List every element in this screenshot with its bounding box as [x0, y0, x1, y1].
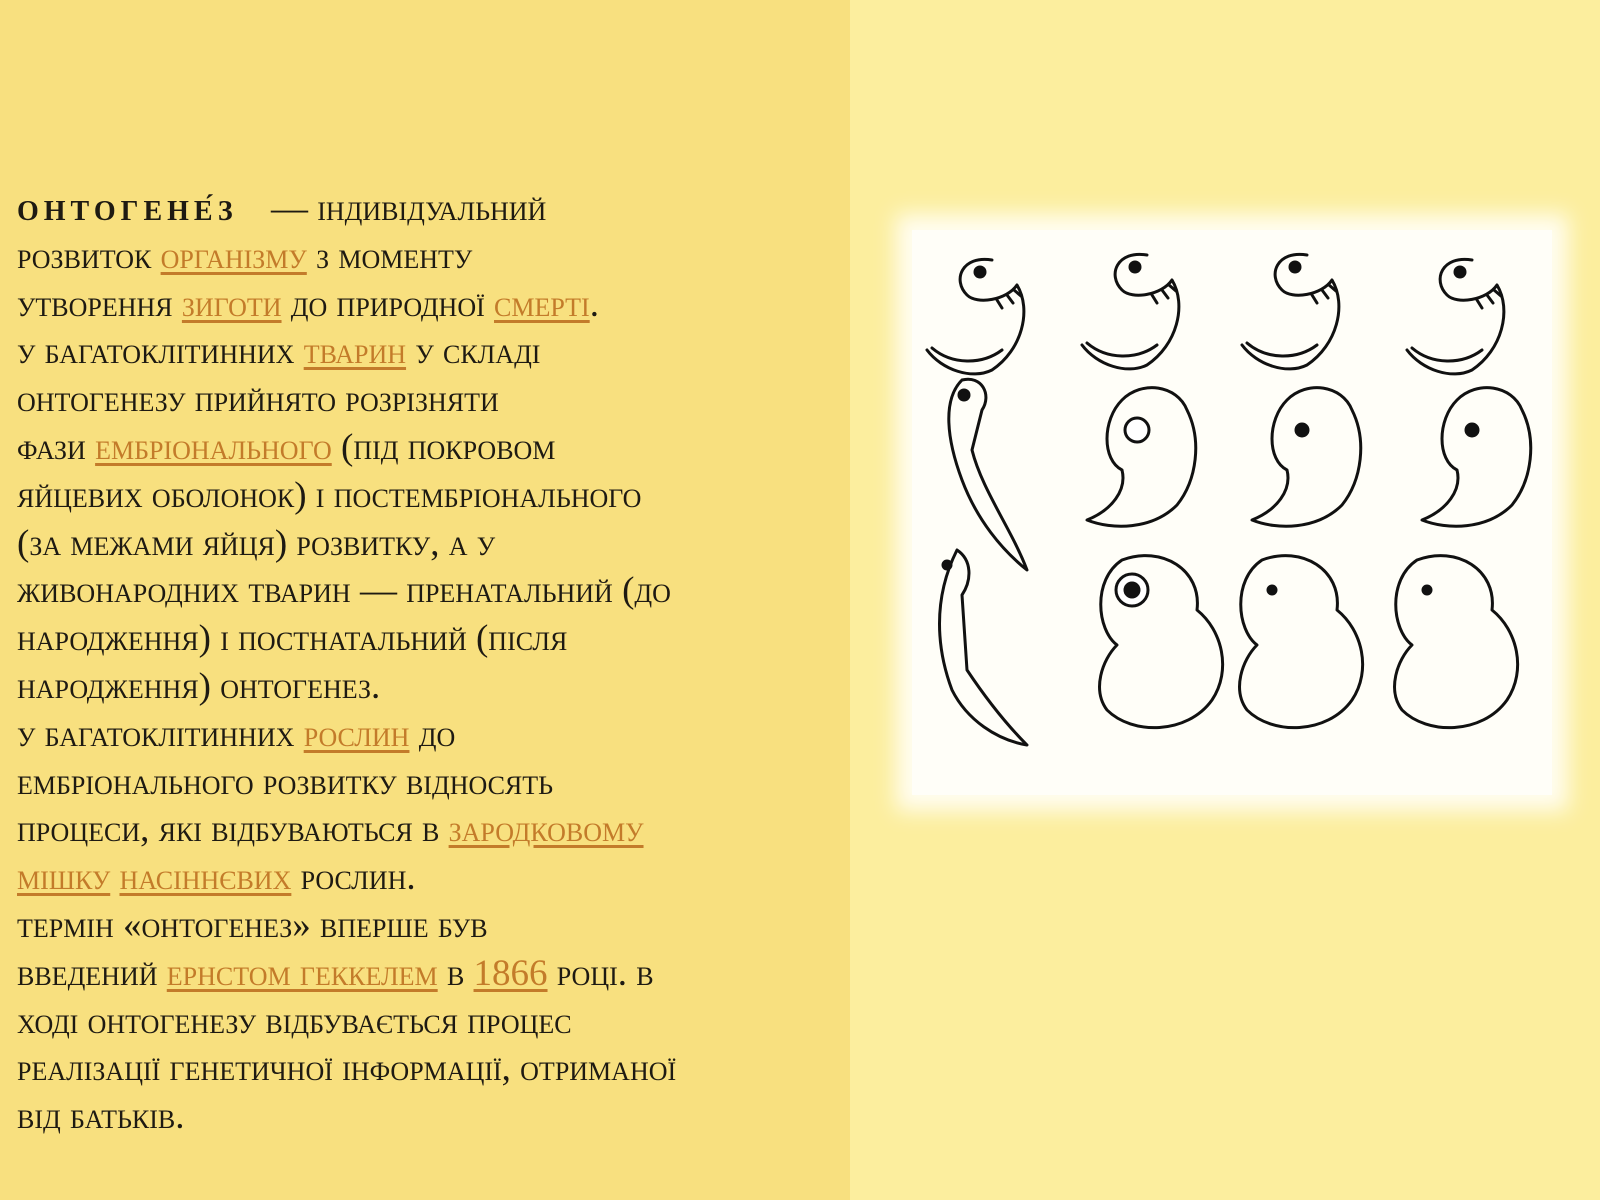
embryo-stages-figure [912, 230, 1552, 795]
body-text-fragment: процеси, які відбуваються в [17, 809, 449, 851]
early-embryo-icon [1242, 254, 1339, 369]
body-text-fragment: від батьків. [17, 1096, 185, 1138]
text-line [17, 615, 832, 663]
mid-embryo-icon [1252, 388, 1361, 527]
late-embryo-icon [940, 550, 1028, 745]
text-line [17, 567, 832, 615]
wiki-link[interactable]: смерті [494, 283, 590, 325]
body-text-fragment: живонародних тварин — пренатальний (до [17, 570, 671, 612]
body-text-fragment: яйцевих оболонок) і постембріонального [17, 474, 642, 516]
body-text-fragment: з моменту [306, 235, 473, 277]
wiki-link[interactable]: насіннєвих [119, 857, 292, 899]
wiki-link[interactable]: ернстом геккелем [166, 952, 438, 994]
text-line [17, 1093, 832, 1141]
wiki-link[interactable]: рослин [303, 713, 410, 755]
body-text-fragment: в [437, 952, 474, 994]
wiki-link[interactable]: зиготи [181, 283, 282, 325]
body-text-fragment: . [589, 283, 599, 325]
text-line [17, 902, 832, 950]
body-text-fragment: термін «онтогенез» вперше був [17, 904, 488, 946]
body-text-fragment: у багатоклітинних [17, 713, 304, 755]
body-text-fragment: реалізації генетичної інформації, отриманої [17, 1048, 677, 1090]
body-text-fragment: році. в [547, 952, 654, 994]
body-text-fragment: розвиток [17, 235, 161, 277]
text-line [17, 663, 832, 711]
wiki-link[interactable]: ембріонального [95, 426, 332, 468]
late-embryo-icon [1395, 556, 1518, 728]
late-embryo-icon [1240, 556, 1363, 728]
text-line [17, 1045, 832, 1093]
slide-title: онтогене́з [17, 184, 238, 229]
late-embryo-icon [1100, 556, 1223, 728]
body-text-fragment: у багатоклітинних [17, 331, 304, 373]
early-embryo-icon [1407, 259, 1504, 374]
text-line [17, 328, 832, 376]
text-line [17, 424, 832, 472]
body-text-fragment: введений [17, 952, 167, 994]
body-text-fragment: народження) і постнатальний (після [17, 618, 568, 660]
body-text-fragment: ембріонального розвитку відносять [17, 761, 554, 803]
body-text-fragment: онтогенезу прийнято розрізняти [17, 379, 499, 421]
wiki-link[interactable]: організму [160, 235, 307, 277]
wiki-link[interactable]: мішку [17, 857, 111, 899]
text-line [17, 233, 832, 281]
title-line [17, 183, 832, 233]
text-line [17, 711, 832, 759]
early-embryo-icon [1082, 254, 1179, 369]
body-text-fragment: ході онтогенезу відбувається процес [17, 1000, 572, 1042]
text-line [17, 806, 832, 854]
mid-embryo-icon [949, 379, 1027, 570]
mid-embryo-icon [1087, 388, 1196, 527]
early-embryo-icon [927, 259, 1024, 374]
slide-body-text [17, 183, 832, 1141]
body-text-fragment: до природної [281, 283, 495, 325]
text-line [17, 376, 832, 424]
body-text-fragment: рослин. [291, 857, 416, 899]
body-text-fragment: фази [17, 426, 96, 468]
embryo-illustration [912, 230, 1552, 795]
text-line [17, 472, 832, 520]
wiki-link[interactable]: 1866 [473, 952, 548, 994]
text-line [17, 520, 832, 568]
mid-embryo-icon [1422, 388, 1531, 527]
text-line [17, 998, 832, 1046]
text-line [17, 281, 832, 329]
body-text-fragment: до [409, 713, 456, 755]
body-text-fragment: (під покровом [331, 426, 556, 468]
body-text-fragment: народження) онтогенез. [17, 665, 381, 707]
text-line [17, 950, 832, 998]
wiki-link[interactable]: тварин [303, 331, 407, 373]
wiki-link[interactable]: зародковому [448, 809, 644, 851]
body-text-fragment: — індивідуальний [261, 188, 547, 229]
body-text-fragment: утворення [17, 283, 182, 325]
text-line [17, 759, 832, 807]
body-text-fragment: у складі [406, 331, 541, 373]
body-text-fragment: (за межами яйця) розвитку, а у [17, 522, 496, 564]
text-line [17, 854, 832, 902]
